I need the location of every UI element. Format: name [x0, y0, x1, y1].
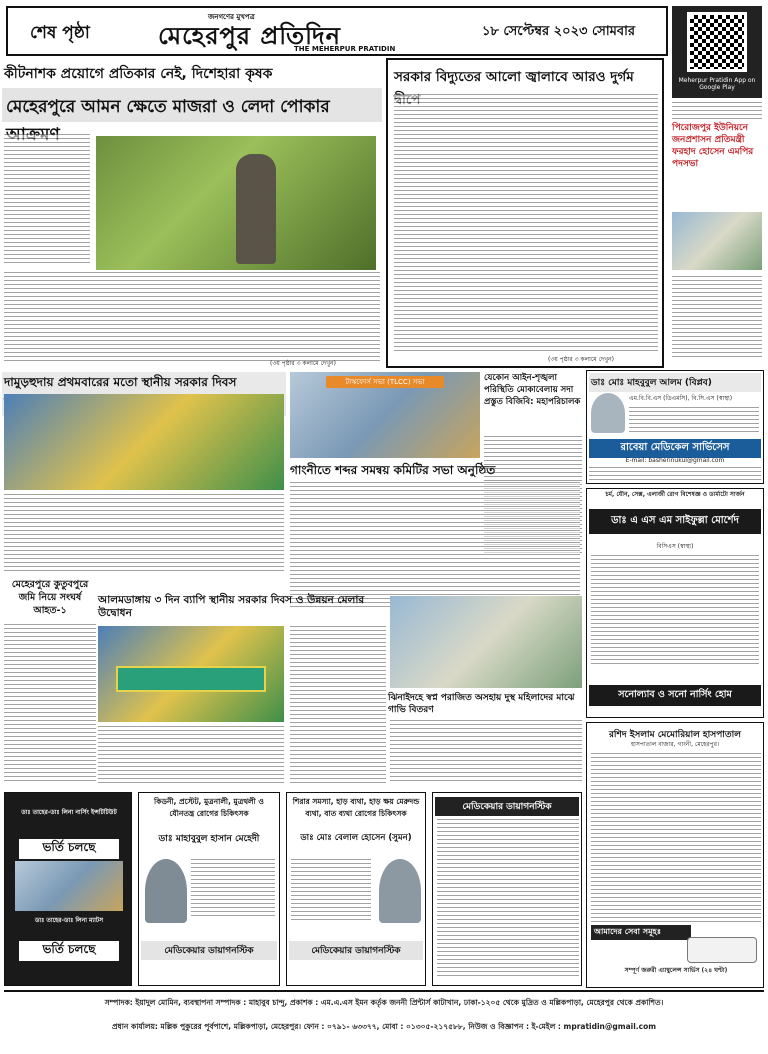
- damurhuda-body: [4, 494, 284, 574]
- issue-date: ১৮ সেপ্টেম্বর ২০২৩ সোমবার: [482, 24, 636, 39]
- medicare-ad: [432, 792, 582, 986]
- mahbubul-avatar: [591, 393, 625, 433]
- skin-line: চর্ম, যৌন, সেক্স, এলার্জী রোগ বিশেষজ্ঞ ও ডার্মাটো সার্জন: [605, 491, 745, 498]
- belal-avatar: [379, 859, 421, 923]
- pesticide-body-cols: [4, 272, 380, 362]
- roshid-address: হাসপাতাল বাজার, গাংনী, মেহেরপুর।: [630, 741, 720, 748]
- pesticide-kicker: কীটনাশক প্রয়োগে প্রতিকার নেই, দিশেহারা কৃষক: [4, 66, 273, 82]
- gangni-headline: গাংনীতে শব্দর সমন্বয় কমিটির সভা অনুষ্ঠিত: [290, 463, 496, 477]
- pesticide-photo: [96, 136, 376, 270]
- jhenaidah-headline: ঝিনাইদহে স্বপ্ন পরাজিত অসহায় দুস্থ মহিলাদের মাঝে গাভি বিতরণ: [388, 693, 575, 715]
- damurhuda-photo: [4, 394, 284, 490]
- medicare1-title: মেডিকেয়ার ডায়াগনস্টিক: [141, 941, 277, 960]
- roshid-title: রশিদ ইসলাম মেমোরিয়াল হাসপাতাল: [608, 730, 741, 740]
- pesticide-headline: মেহেরপুরে আমন ক্ষেতে মাজরা ও লেদা পোকার: [2, 88, 382, 122]
- belal-name: ডাঃ মোঃ বেলাল হোসেন (সুমন): [300, 833, 412, 843]
- section-label: শেষ পৃষ্ঠা: [30, 23, 90, 43]
- taher-matc: ডাঃ তাহের-ডাঃ লিনা ম্যাটস: [34, 917, 104, 924]
- kidney-line: কিডনী, প্রস্টেট, মুত্রনালী, মুত্রথলী ও যৌনতন্ত্র রোগের চিকিৎসক: [154, 797, 264, 818]
- footer-line-2: প্রধান কার্যালয়: মল্লিক পুকুরের পূর্বপাশে, মল্লিকপাড়া, মেহেরপুর। ফোন : ০৭৯১- ৬৩৩৭৭, মোবা : ০১৩০৫-২১৭৫৮৮, নিউজ ও বিজ্ঞাপন : ই-মেইল : mpratidin@gmail.com: [111, 1022, 657, 1031]
- mehedi-ad: [138, 792, 280, 986]
- footer-line-1: সম্পাদক: ইয়াদুল মোমিন, ব্যবস্থাপনা সম্পাদক : মাহাবুব চান্দু, প্রকাশক : এম.এ.এস ইমন কর্তৃক জননী প্রিন্টার্স কাটাখান, ঢাকা-১২০৫ থেকে মুদ্রিত ও মল্লিকপাড়া, মেহেরপুর থেকে প্রকাশিত।: [104, 998, 664, 1007]
- roshid-ad: [586, 722, 764, 988]
- electricity-headline: সরকার বিদ্যুতের আলো জ্বালাবে আরও দুর্গম: [394, 69, 634, 85]
- tlcc-photo: [290, 372, 480, 458]
- mahbubul-degree: এম.বি.বি.এস (ডিএমসি), বি.সি.এস (স্বাস্থ্য): [629, 395, 733, 402]
- masthead-tagline: জনগণের মুখপত্র: [208, 13, 255, 21]
- electricity-story: [386, 58, 664, 368]
- tlcc-banner: টাস্কফোর্স সভা (TLCC) সভা: [326, 376, 444, 388]
- saifulla-ad: [586, 488, 764, 718]
- qr-caption: Meherpur Pratidin App on Google Play: [678, 77, 756, 91]
- piroj-headline: পিরোজপুর ইউনিয়নে জনপ্রশাসন প্রতিমন্ত্রী ফরহাদ হোসেন এমপির পদসভা: [672, 123, 754, 169]
- alamdanga-banner: [116, 666, 266, 692]
- taher-title: ডাঃ তাহের-ডাঃ লিনা নার্সিং ইন্সটিটিউট: [21, 809, 117, 816]
- medicare2-title: মেডিকেয়ার ডায়াগনস্টিক: [289, 941, 423, 960]
- saifulla-details: [591, 555, 759, 665]
- qr-promo-text: [672, 102, 762, 122]
- belal-ad: [286, 792, 426, 986]
- mehedi-name: ডাঃ মাহাবুবুল হাসান মেহেদী: [158, 834, 260, 844]
- electricity-body: [394, 94, 658, 354]
- alamdanga-photo: [98, 626, 284, 722]
- mahbubul-ad: [586, 370, 764, 484]
- sonolap-title: সনোল্যাব ও সনো নার্সিং হোম: [589, 685, 761, 706]
- farmer-figure: [236, 154, 276, 264]
- admission-label-2: ভর্তি চলছে: [19, 941, 119, 961]
- piroj-photo: [672, 212, 762, 270]
- mahbubul-name: ডাঃ মোঃ মাহবুবুল আলম (বিপ্লব): [589, 373, 761, 392]
- gangni-body: [290, 482, 580, 610]
- roshid-services: আমাদের সেবা সমূহঃ: [591, 925, 691, 940]
- electricity-continued: (৩য় পৃষ্ঠার ৩ কলামে দেখুন): [548, 356, 614, 363]
- spine-line: শিরার সমস্যা, হাড় ব্যথা, হাড় ক্ষয় মেরুদন্ড ব্যথা, বাত ব্যথা রোগের চিকিৎসক: [292, 797, 420, 818]
- rabeya-phones: [589, 467, 761, 481]
- alamdanga-headline: আলমডাঙ্গায় ৩ দিন ব্যাপি স্থানীয় সরকার দিবস ও উন্নয়ন মেলার উদ্বোধন: [98, 594, 365, 619]
- rabeya-email: E-mail: basherinukul@gmail.com: [625, 457, 725, 464]
- mehedi-details: [191, 859, 275, 919]
- jhenaidah-body: [390, 720, 582, 784]
- pesticide-continued: (৩য় পৃষ্ঠার ৩ কলামে দেখুন): [270, 360, 336, 367]
- medicare3-title: মেডিকেয়ার ডায়াগনস্টিক: [435, 797, 579, 816]
- alamdanga-body: [98, 726, 284, 786]
- alamdanga-body-2: [290, 626, 386, 786]
- admission-label: ভর্তি চলছে: [19, 839, 119, 859]
- ambulance-text: সম্পূর্ণ জরুরী এ্যাম্বুলেন্স সার্ভিস (২৪ ঘণ্টা): [624, 967, 728, 974]
- mahbubul-details: [629, 407, 759, 433]
- taher-photo: [15, 861, 123, 911]
- rabeya-title: রাবেয়া মেডিকেল সার্ভিসেস: [589, 439, 761, 458]
- bgb-headline: যেকোন আইন-শৃঙ্খলা পরিস্থিতি মোকাবেলায় সদা প্রস্তুত বিজিবি: মহাপরিচালক: [484, 373, 581, 407]
- ambulance-icon: [687, 937, 757, 963]
- qr-code-icon[interactable]: [687, 12, 747, 72]
- taher-ad: [4, 792, 132, 986]
- belal-details: [291, 859, 371, 921]
- mehedi-avatar: [145, 859, 187, 923]
- saifulla-name: ডাঃ এ এস এম সাইফুল্লা মোর্শেদ: [589, 509, 761, 534]
- masthead-title: মেহেরপুর প্রতিদিন: [158, 22, 341, 50]
- damurhuda-headline: দামুড়হুদায় প্রথমবারের মতো স্থানীয় সরকার দিবস: [2, 372, 286, 416]
- jhenaidah-photo: [390, 596, 582, 688]
- kutubpur-body: [4, 624, 96, 784]
- masthead-english: THE MEHERPUR PRATIDIN: [294, 45, 396, 53]
- piroj-body: [672, 276, 762, 358]
- medicare3-doctors: [437, 819, 579, 979]
- kutubpur-headline: মেহেরপুরে কুতুবপুরে জমি নিয়ে সংঘর্ষ আহত-১: [11, 579, 89, 616]
- masthead-bar: [6, 6, 668, 56]
- footer: [4, 990, 764, 1050]
- saifulla-degree: বিসিএস (স্বাস্থ্য): [656, 543, 694, 550]
- roshid-doctors: [591, 753, 761, 923]
- qr-panel: [672, 6, 762, 98]
- pesticide-body-left: [4, 134, 90, 264]
